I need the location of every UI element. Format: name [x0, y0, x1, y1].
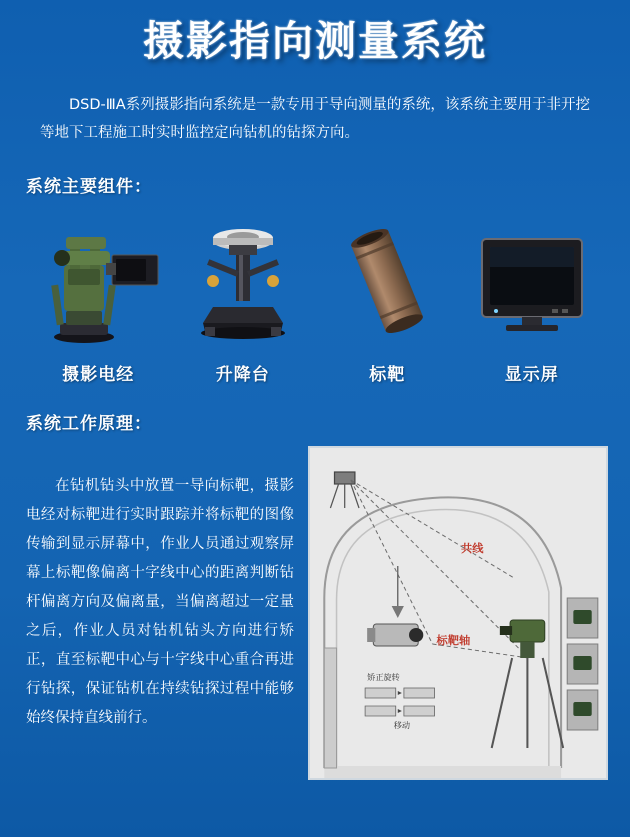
component-item	[177, 211, 309, 385]
display-monitor-icon	[466, 211, 598, 346]
component-label: 摄影电经	[62, 364, 135, 385]
principle-diagram-svg	[310, 448, 606, 778]
component-item	[321, 211, 453, 385]
component-label: 显示屏	[504, 364, 559, 385]
target-tube-icon	[321, 211, 453, 346]
title-container	[0, 0, 630, 65]
page-title: 摄影指向测量系统	[143, 17, 487, 65]
section-heading-components: 系统主要组件：	[26, 176, 152, 197]
component-label: 标靶	[369, 364, 406, 385]
principle-section	[0, 446, 630, 780]
theodolite-icon	[32, 211, 164, 346]
component-item	[32, 211, 164, 385]
lift-platform-icon	[177, 211, 309, 346]
principle-paragraph: 在钻机钻头中放置一导向标靶，摄影电经对标靶进行实时跟踪并将标靶的图像传输到显示屏幕中，作业人员通过观察屏幕上标靶像偏离十字线中心的距离判断钻杆偏离方向及偏离量，当偏离超过一定量之后，作业人员对钻机钻头方向进行矫正，直至标靶中心与十字线中心重合再进行钻探，保证钻机在持续钻探过程中能够始终保持直线前行。	[26, 477, 294, 726]
figure-label-common-line: 共线	[461, 541, 484, 555]
component-item	[466, 211, 598, 385]
figure-label-target-axis: 标靶轴	[436, 633, 471, 647]
principle-diagram	[308, 446, 608, 780]
figure-label-correction-rotate: 矫正旋转	[367, 671, 400, 682]
section-heading-principle: 系统工作原理：	[26, 413, 152, 434]
components-row	[0, 211, 630, 385]
component-label: 升降台	[215, 364, 270, 385]
intro-paragraph: DSD-ⅢA系列摄影指向系统是一款专用于导向测量的系统，该系统主要用于非开挖等地下工程施工时实时监控定向钻机的钻探方向。	[40, 97, 590, 142]
figure-label-movement: 移动	[393, 719, 411, 730]
